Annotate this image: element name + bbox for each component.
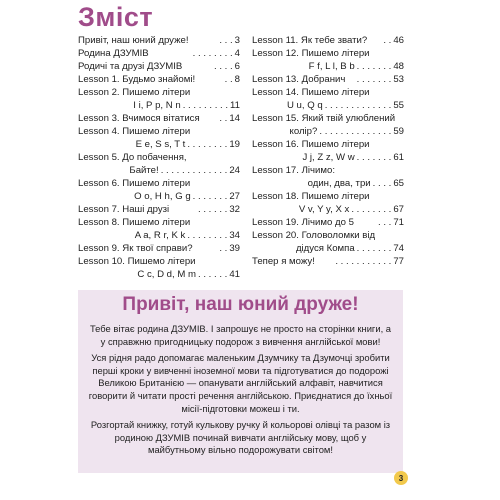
toc-entry-title: Lesson 10. Пишемо літери (78, 256, 196, 267)
toc-page-number: 8 (234, 74, 240, 85)
toc-page-number: 74 (393, 243, 404, 254)
toc-entry-subtitle: Байте! (129, 165, 159, 176)
toc-page-number: 11 (230, 100, 240, 111)
toc-entry[interactable] (78, 242, 240, 255)
toc-entry-title: Lesson 8. Пишемо літери (78, 217, 191, 228)
toc-entry-title: Тепер я можу! (252, 256, 315, 267)
intro-title: Привіт, наш юний друже! (122, 294, 359, 315)
toc-page-number: 65 (393, 178, 404, 189)
toc-entry-subtitle: C c, D d, M m (137, 269, 196, 280)
toc-leader-dots: . . . . . . (198, 204, 228, 215)
toc-entry-title: Lesson 12. Пишемо літери (252, 48, 370, 59)
intro-paragraph: Розгортай книжку, готуй кулькову ручку й кольорові олівці та разом із родиною ДЗУМІВ починай вивчати англійську мову, щоб у майбутньому вільно подорожувати світом! (90, 419, 391, 456)
toc-entry-subtitle: один, два, три (307, 178, 371, 189)
toc-leader-dots: . . . . . . . (192, 191, 228, 202)
toc-page-number: 3 (234, 35, 240, 46)
toc-entry-title: Lesson 7. Наші друзі (78, 204, 170, 215)
toc-entry[interactable] (252, 73, 404, 86)
toc-page-number: 4 (234, 48, 240, 59)
toc-leader-dots: . . . . . . . . . . . . . (324, 100, 392, 111)
toc-entry[interactable] (252, 190, 404, 216)
toc-page-number: 19 (229, 139, 240, 150)
toc-entry[interactable] (252, 164, 404, 190)
toc-entry[interactable] (252, 255, 404, 268)
toc-entry[interactable] (78, 255, 240, 281)
toc-page-number: 32 (229, 204, 240, 215)
toc-page-number: 46 (393, 35, 404, 46)
toc-entry-subtitle: V v, Y y, X x (298, 204, 350, 215)
toc-entry-title: Lesson 20. Головоломки від (252, 230, 376, 241)
toc-right-column (252, 34, 404, 268)
toc-entry-subtitle: дідуся Компа (295, 243, 355, 254)
toc-page-number: 14 (229, 113, 240, 124)
intro-paragraph: Тебе вітає родина ДЗУМІВ. І запрошує не просто на сторінки книги, а у справжню пригодницьку подорож з вивчення англійської мови! (89, 323, 392, 347)
toc-entry-title: Lesson 3. Вчимося вітатися (78, 113, 200, 124)
toc-entry[interactable] (252, 86, 404, 112)
toc-page-number: 77 (393, 256, 404, 267)
toc-leader-dots: . . . . . . . (356, 74, 392, 85)
toc-entry-subtitle: E e, S s, T t (135, 139, 186, 150)
intro-text (88, 323, 393, 461)
toc-entry[interactable] (78, 112, 240, 125)
toc-entry-title: Lesson 6. Пишемо літери (78, 178, 191, 189)
toc-entry[interactable] (78, 177, 240, 203)
toc-page-number: 61 (393, 152, 404, 163)
toc-page-number: 34 (229, 230, 240, 241)
toc-entry-title: Lesson 19. Лічимо до 5 (252, 217, 354, 228)
toc-page-number: 67 (393, 204, 404, 215)
toc-entry-title: Lesson 5. До побачення, (78, 152, 187, 163)
toc-leader-dots: . . . . . . . . (187, 230, 228, 241)
toc-entry-title: Lesson 1. Будьмо знайомі! (78, 74, 196, 85)
toc-entry-subtitle: І і, Р р, N n (133, 100, 181, 111)
toc-entry[interactable] (252, 138, 404, 164)
toc-entry-subtitle: O o, H h, G g (134, 191, 191, 202)
toc-entry[interactable] (78, 34, 240, 47)
toc-entry-title: Lesson 11. Як тебе звати? (252, 35, 368, 46)
toc-entry-title: Lesson 17. Лічимо: (252, 165, 335, 176)
toc-entry-subtitle: A a, R r, K k (134, 230, 186, 241)
toc-entry-subtitle: U u, Q q (286, 100, 323, 111)
toc-leader-dots: . . . (219, 35, 233, 46)
toc-entry-title: Lesson 16. Пишемо літери (252, 139, 370, 150)
toc-leader-dots: . . . (378, 217, 392, 228)
toc-leader-dots: . . . . . . (198, 269, 228, 280)
toc-left-column (78, 34, 240, 281)
toc-leader-dots: . . . . . . . (356, 243, 392, 254)
toc-page-number: 27 (229, 191, 240, 202)
toc-entry[interactable] (78, 47, 240, 60)
toc-entry-title: Lesson 2. Пишемо літери (78, 87, 191, 98)
toc-leader-dots: . . (219, 243, 228, 254)
toc-entry-subtitle: колір? (289, 126, 318, 137)
toc-leader-dots: . . . . . . . . . (182, 100, 229, 111)
intro-panel (78, 290, 403, 473)
toc-entry[interactable] (78, 125, 240, 151)
toc-leader-dots: . . . . . . . . (192, 48, 233, 59)
toc-entry[interactable] (78, 216, 240, 242)
toc-entry[interactable] (78, 73, 240, 86)
page-title: Зміст (78, 2, 154, 32)
toc-leader-dots: . . (224, 74, 233, 85)
toc-page-number: 6 (234, 61, 240, 72)
toc-entry-subtitle: J j, Z z, W w (302, 152, 355, 163)
toc-page-number: 41 (229, 269, 240, 280)
toc-leader-dots: . . . . . . . . (187, 139, 228, 150)
toc-page-number: 48 (393, 61, 404, 72)
toc-page-number: 39 (229, 243, 240, 254)
toc-leader-dots: . . (219, 113, 228, 124)
toc-leader-dots: . . . . (372, 178, 392, 189)
toc-entry-title: Lesson 14. Пишемо літери (252, 87, 370, 98)
toc-entry[interactable] (78, 86, 240, 112)
toc-entry-title: Lesson 13. Добранич (252, 74, 346, 85)
toc-page-number: 55 (393, 100, 404, 111)
toc-page-number: 59 (393, 126, 404, 137)
toc-entry[interactable] (78, 60, 240, 73)
toc-leader-dots: . . . . . . . . . . . (335, 256, 392, 267)
toc-entry-title: Привіт, наш юний друже! (78, 35, 189, 46)
toc-leader-dots: . . . . (213, 61, 233, 72)
toc-leader-dots: . . . . . . . . . . . . . . (319, 126, 392, 137)
toc-entry-title: Lesson 18. Пишемо літери (252, 191, 370, 202)
toc-entry-title: Lesson 15. Який твій улюблений (252, 113, 396, 124)
toc-entry[interactable] (78, 203, 240, 216)
toc-leader-dots: . . (383, 35, 392, 46)
toc-entry-title: Lesson 4. Пишемо літери (78, 126, 191, 137)
toc-entry-title: Родина ДЗУМІВ (78, 48, 149, 59)
toc-leader-dots: . . . . . . . (356, 152, 392, 163)
toc-entry[interactable] (252, 34, 404, 47)
toc-entry[interactable] (252, 47, 404, 73)
toc-leader-dots: . . . . . . . . (351, 204, 392, 215)
intro-paragraph: Уся рідня радо допомагає маленьким Дзумчику та Дзумочці зробити перші кроки у вивченні іноземної мови та підготуватися до подорожі Великою Британією — опанувати англійський алфавіт, навчитися говорити й читати прості речення англійською. Приєднатися до їхньої місії-підготовки можеш і ти. (88, 352, 393, 414)
toc-entry-title: Lesson 9. Як твої справи? (78, 243, 193, 254)
toc-entry[interactable] (252, 112, 404, 138)
toc-entry-subtitle: F f, L l, B b (308, 61, 355, 72)
toc-entry-title: Родичі та друзі ДЗУМІВ (78, 61, 183, 72)
toc-entry[interactable] (252, 229, 404, 255)
toc-page-number: 53 (393, 74, 404, 85)
toc-page-number: 24 (229, 165, 240, 176)
toc-entry[interactable] (78, 151, 240, 177)
toc-leader-dots: . . . . . . . (356, 61, 392, 72)
page-number-badge: 3 (394, 471, 408, 485)
toc-leader-dots: . . . . . . . . . . . . . (160, 165, 228, 176)
toc-entry[interactable] (252, 216, 404, 229)
toc-page-number: 71 (393, 217, 404, 228)
